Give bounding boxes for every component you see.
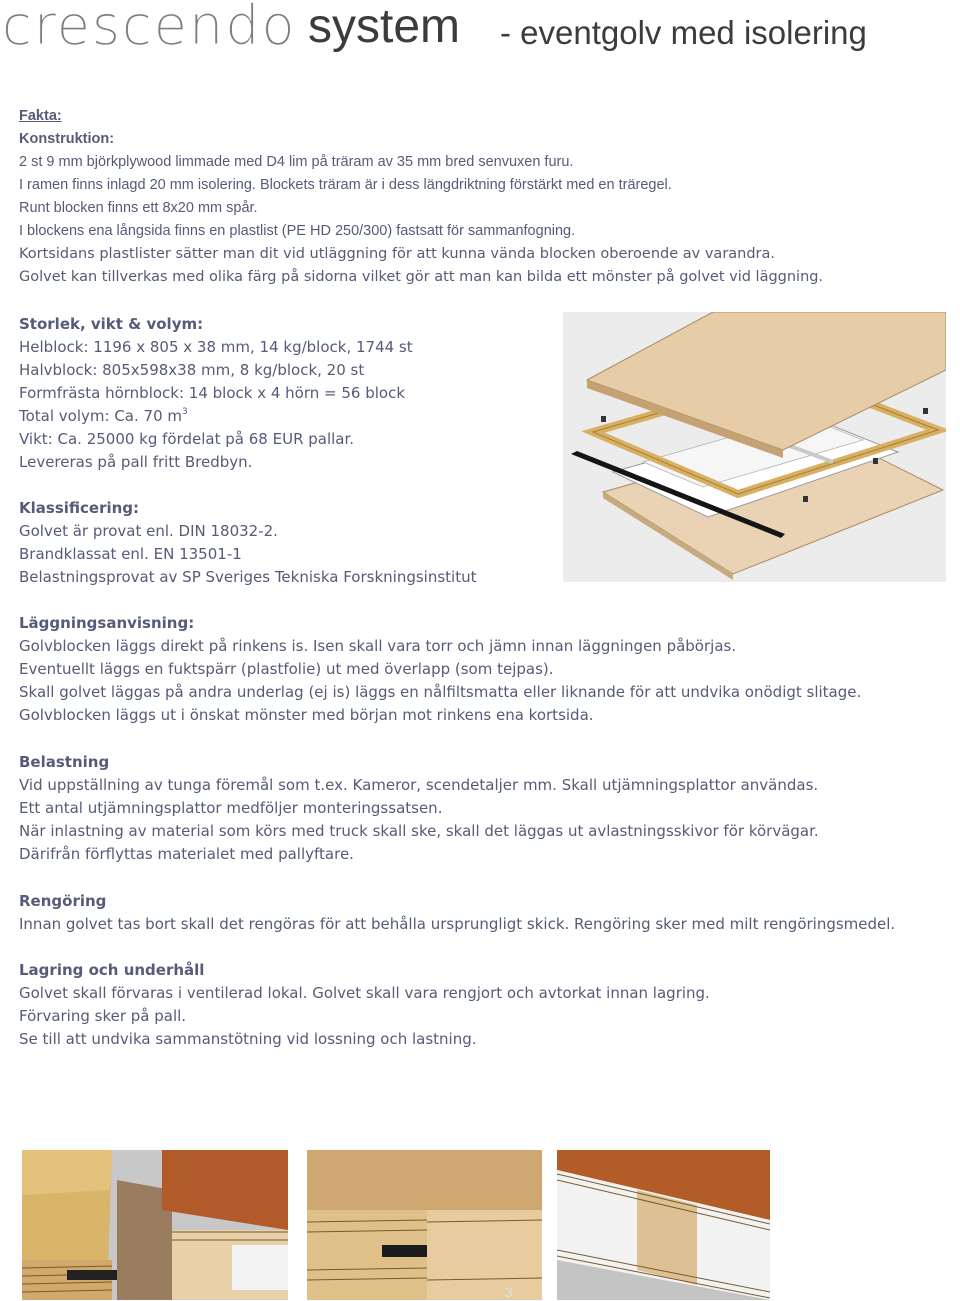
title-system: system bbox=[308, 0, 461, 53]
laggning-line: Golvblocken läggs direkt på rinkens is. Isen skall vara torr och jämn innan läggningen påbörjas. bbox=[19, 637, 737, 655]
fakta-heading: Fakta: bbox=[19, 108, 62, 124]
storlek-line: Vikt: Ca. 25000 kg fördelat på 68 EUR pallar. bbox=[19, 430, 355, 448]
laggning-line: Eventuellt läggs en fuktspärr (plastfolie) ut med överlapp (som tejpas). bbox=[19, 660, 554, 678]
volume-sup: 3 bbox=[182, 407, 188, 417]
lagring-line: Förvaring sker på pall. bbox=[19, 1007, 187, 1025]
belastning-line: Ett antal utjämningsplattor medföljer monteringssatsen. bbox=[19, 799, 443, 817]
storlek-line: Halvblock: 805x598x38 mm, 8 kg/block, 20 st bbox=[19, 361, 365, 379]
rengoring-heading: Rengöring bbox=[19, 892, 107, 910]
fakta-line: I blockens ena långsida finns en plastlist (PE HD 250/300) fastsatt för sammanfogning. bbox=[19, 223, 576, 239]
lagring-line: Golvet skall förvaras i ventilerad lokal. Golvet skall vara rengjort och avtorkat innan lagring. bbox=[19, 984, 710, 1002]
belastning-line: Därifrån förflyttas materialet med pallyftare. bbox=[19, 845, 354, 863]
fakta-line: Golvet kan tillverkas med olika färg på sidorna vilket gör att man kan bilda ett mönster på golvet vid läggning. bbox=[19, 269, 824, 285]
volume-label: Total volym: Ca. 70 m bbox=[19, 407, 183, 425]
page-number: 3 bbox=[505, 1284, 513, 1300]
klassificering-line: Belastningsprovat av SP Sveriges Tekniska Forskningsinstitut bbox=[19, 568, 477, 586]
belastning-heading: Belastning bbox=[19, 753, 110, 771]
section-belastning bbox=[19, 751, 819, 866]
laggning-line: Skall golvet läggas på andra underlag (ej is) läggs en nålfiltsmatta eller liknande för att undvika onödigt slitage. bbox=[19, 683, 862, 701]
klassificering-line: Golvet är provat enl. DIN 18032-2. bbox=[19, 522, 278, 540]
fakta-line: I ramen finns inlagd 20 mm isolering. Blockets träram är i dess längdriktning förstärkt med en träregel. bbox=[19, 177, 672, 193]
laggning-line: Golvblocken läggs ut i önskat mönster med början mot rinkens ena kortsida. bbox=[19, 706, 594, 724]
storlek-line: Formfrästa hörnblock: 14 block x 4 hörn = 56 block bbox=[19, 384, 406, 402]
section-klassificering bbox=[19, 497, 476, 589]
laggning-heading: Läggningsanvisning: bbox=[19, 614, 195, 632]
konstruktion-heading: Konstruktion: bbox=[19, 131, 115, 147]
volume-line bbox=[19, 405, 413, 428]
belastning-line: Vid uppställning av tunga föremål som t.ex. Kameror, scendetaljer mm. Skall utjämningsplattor användas. bbox=[19, 776, 819, 794]
title-subtitle: - eventgolv med isolering bbox=[500, 14, 867, 51]
section-rengoring bbox=[19, 890, 895, 936]
storlek-line: Levereras på pall fritt Bredbyn. bbox=[19, 453, 253, 471]
storlek-line: Helblock: 1196 x 805 x 38 mm, 14 kg/block, 1744 st bbox=[19, 338, 413, 356]
klassificering-heading: Klassificering: bbox=[19, 499, 140, 517]
lagring-heading: Lagring och underhåll bbox=[19, 961, 205, 979]
page-header bbox=[0, 0, 960, 60]
brand-logo: crescendo bbox=[2, 0, 297, 57]
photo-joint-2 bbox=[307, 1150, 542, 1300]
fakta-line: Runt blocken finns ett 8x20 mm spår. bbox=[19, 200, 258, 216]
storlek-heading: Storlek, vikt & volym: bbox=[19, 315, 204, 333]
floor-block-diagram bbox=[563, 312, 946, 582]
section-fakta bbox=[19, 105, 823, 289]
section-lagring bbox=[19, 959, 710, 1051]
fakta-line: Kortsidans plastlister sätter man dit vid utläggning för att kunna vända blocken oberoende av varandra. bbox=[19, 246, 776, 262]
lagring-line: Se till att undvika sammanstötning vid lossning och lastning. bbox=[19, 1030, 477, 1048]
section-laggning bbox=[19, 612, 861, 727]
photo-joint-3 bbox=[557, 1150, 770, 1300]
belastning-line: När inlastning av material som körs med truck skall ske, skall det läggas ut avlastningsskivor för körvägar. bbox=[19, 822, 819, 840]
klassificering-line: Brandklassat enl. EN 13501-1 bbox=[19, 545, 242, 563]
fakta-line: 2 st 9 mm björkplywood limmade med D4 lim på träram av 35 mm bred senvuxen furu. bbox=[19, 154, 574, 170]
rengoring-line: Innan golvet tas bort skall det rengöras för att behålla ursprungligt skick. Rengöring sker med milt rengöringsmedel. bbox=[19, 915, 896, 933]
section-storlek bbox=[19, 313, 413, 474]
photo-joint-1 bbox=[22, 1150, 288, 1300]
